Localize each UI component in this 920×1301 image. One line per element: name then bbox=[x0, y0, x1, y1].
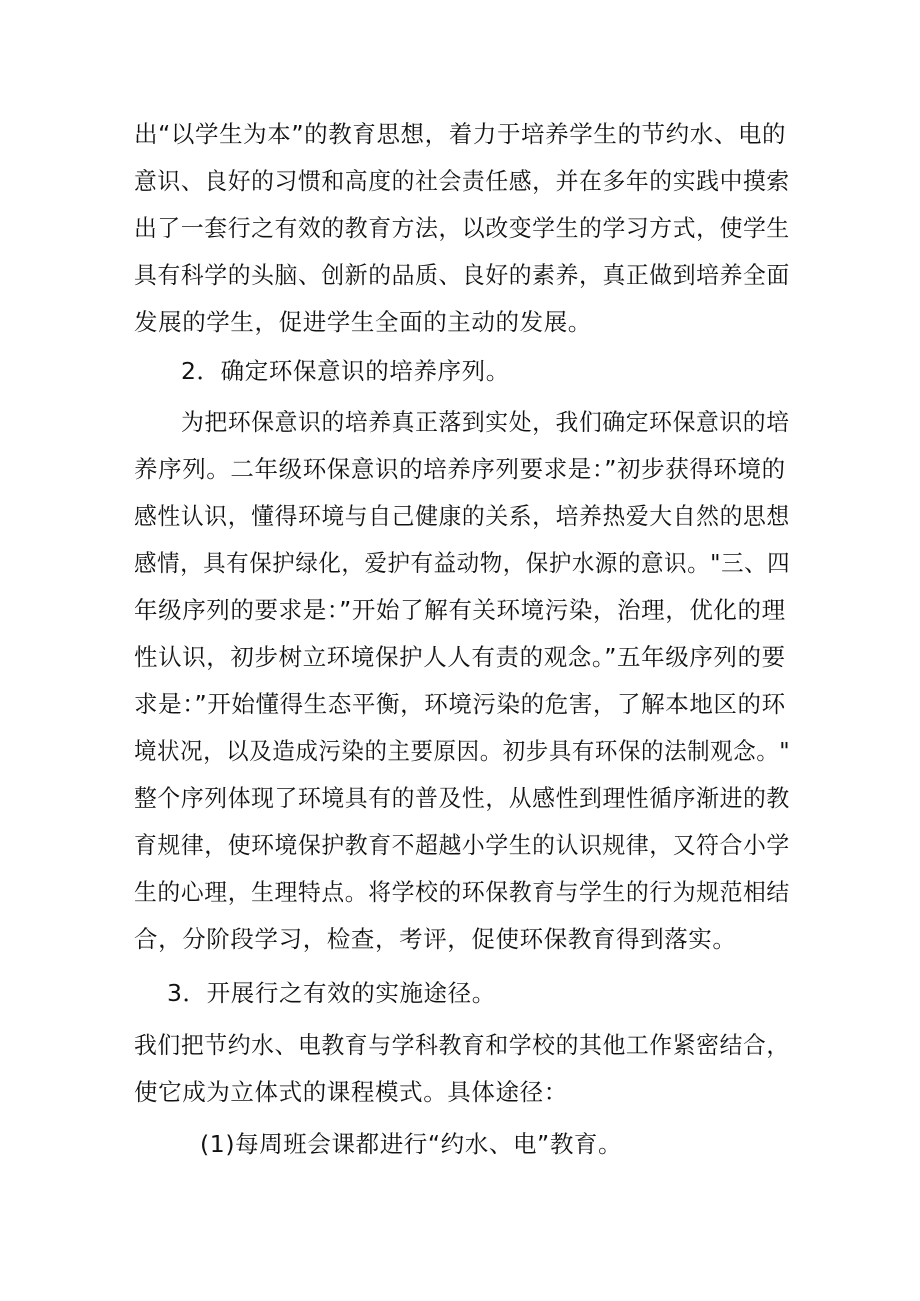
body-text-line: 育规律，使环境保护教育不超越小学生的认识规律，又符合小学 bbox=[134, 831, 790, 859]
list-item-1: (1)每周班会课都进行“约水、电”教育。 bbox=[200, 1130, 623, 1158]
body-text-line: 生的心理，生理特点。将学校的环保教育与学生的行为规范相结 bbox=[134, 878, 790, 906]
body-text-line: 年级序列的要求是：”开始了解有关环境污染，治理，优化的理 bbox=[134, 596, 786, 624]
body-text-line: 使它成为立体式的课程模式。具体途径： bbox=[134, 1078, 568, 1106]
body-text-line: 意识、良好的习惯和高度的社会责任感，并在多年的实践中摸索 bbox=[134, 167, 790, 195]
body-text-line: 性认识，初步树立环境保护人人有责的观念。”五年级序列的要 bbox=[134, 643, 786, 671]
section-heading-3: 3．开展行之有效的实施途径。 bbox=[167, 979, 496, 1007]
body-text-line: 境状况，以及造成污染的主要原因。初步具有环保的法制观念。" bbox=[134, 737, 791, 765]
body-text-line: 出了一套行之有效的教育方法，以改变学生的学习方式，使学生 bbox=[134, 214, 790, 242]
body-text-line: 整个序列体现了环境具有的普及性，从感性到理性循序渐进的教 bbox=[134, 784, 790, 812]
body-text-line: 为把环保意识的培养真正落到实处，我们确定环保意识的培 bbox=[181, 408, 790, 436]
body-text-line: 发展的学生，促进学生全面的主动的发展。 bbox=[134, 308, 592, 336]
body-text-line: 具有科学的头脑、创新的品质、良好的素养，真正做到培养全面 bbox=[134, 261, 790, 289]
body-text-line: 养序列。二年级环保意识的培养序列要求是：”初步获得环境的 bbox=[134, 455, 786, 483]
body-text-line: 我们把节约水、电教育与学科教育和学校的其他工作紧密结合， bbox=[134, 1031, 790, 1059]
body-text-line: 感性认识，懂得环境与自己健康的关系，培养热爱大自然的思想 bbox=[134, 502, 790, 530]
body-text-line: 出“以学生为本”的教育思想，着力于培养学生的节约水、电的 bbox=[134, 120, 787, 148]
body-text-line: 合，分阶段学习，检查，考评，促使环保教育得到落实。 bbox=[134, 925, 737, 953]
section-heading-2: 2．确定环保意识的培养序列。 bbox=[181, 357, 510, 385]
body-text-line: 感情，具有保护绿化，爱护有益动物，保护水源的意识。"三、四 bbox=[134, 549, 791, 577]
body-text-line: 求是：”开始懂得生态平衡，环境污染的危害，了解本地区的环 bbox=[134, 690, 786, 718]
